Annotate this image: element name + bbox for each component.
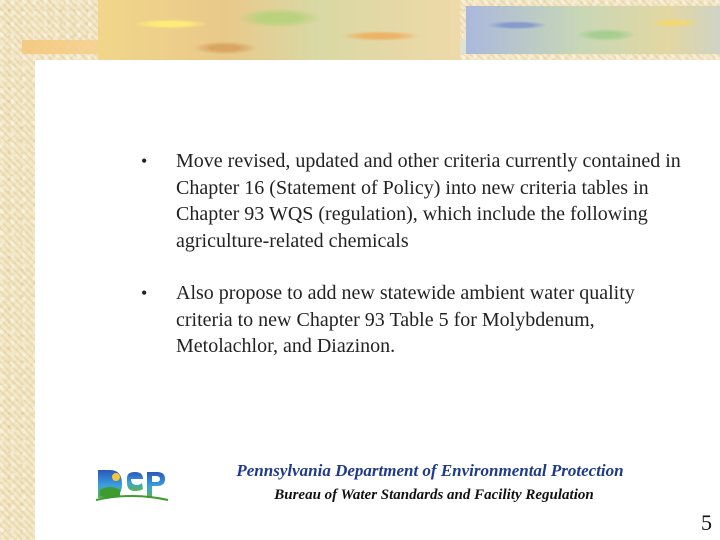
bureau-name: Bureau of Water Standards and Facility Regulation (274, 487, 594, 503)
bullet-text: Move revised, updated and other criteria currently contained in Chapter 16 (Statement of Policy) into new criteria tables in Chapter 93 WQS (regulation), which include the following agriculture-related chemicals (176, 150, 681, 252)
organization-name: Pennsylvania Department of Environmental Protection (236, 461, 624, 480)
bullet-text: Also propose to add new statewide ambient water quality criteria to new Chapter 93 Table 5 for Molybdenum, Metolachlor, and Diazinon. (176, 282, 635, 357)
bullet-marker: • (141, 283, 148, 303)
decorative-banner (0, 0, 720, 60)
flower-photo-banner (466, 6, 720, 54)
page-number: 5 (701, 510, 712, 535)
dep-logo (94, 466, 170, 502)
bullet-item (100, 148, 690, 254)
bullet-item (100, 280, 690, 360)
bullet-marker: • (141, 151, 148, 171)
leaf-photo-banner (98, 0, 460, 60)
bullet-list (100, 148, 690, 386)
